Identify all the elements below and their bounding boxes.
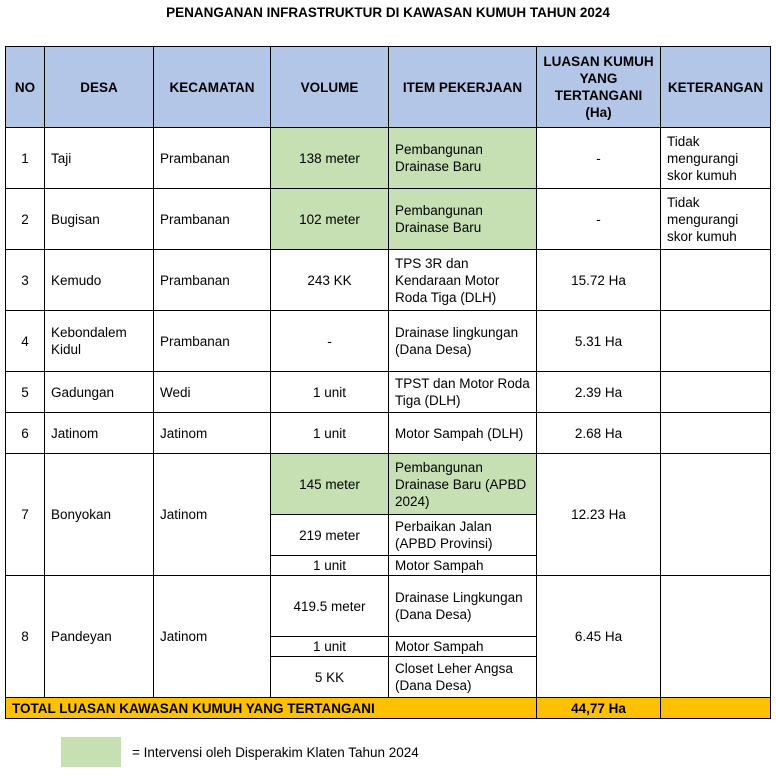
cell-keterangan: [661, 311, 771, 372]
table-row: [6, 372, 771, 413]
header-item-pekerjaan: ITEM PEKERJAAN: [389, 47, 537, 128]
cell-item: Perbaikan Jalan (APBD Provinsi): [389, 515, 537, 556]
cell-item: Closet Leher Angsa (Dana Desa): [389, 657, 537, 698]
cell-luasan: 6.45 Ha: [537, 576, 661, 698]
table-row: [6, 576, 771, 637]
cell-no: 6: [6, 413, 45, 454]
cell-desa: Taji: [45, 128, 154, 189]
cell-luasan: -: [537, 128, 661, 189]
table-row: [6, 311, 771, 372]
table-row: [6, 413, 771, 454]
document-title: PENANGANAN INFRASTRUKTUR DI KAWASAN KUMUH TAHUN 2024: [166, 5, 610, 20]
cell-volume: -: [271, 311, 389, 372]
header-keterangan: KETERANGAN: [661, 47, 771, 128]
legend-text: = Intervensi oleh Disperakim Klaten Tahun 2024: [132, 745, 419, 760]
cell-kecamatan: Jatinom: [154, 454, 271, 576]
cell-luasan: 15.72 Ha: [537, 250, 661, 311]
total-keterangan: [661, 698, 771, 719]
cell-desa: Pandeyan: [45, 576, 154, 698]
cell-volume: 145 meter: [271, 454, 389, 515]
table-row: [6, 128, 771, 189]
cell-kecamatan: Prambanan: [154, 128, 271, 189]
cell-item: Motor Sampah (DLH): [389, 413, 537, 454]
cell-item: Drainase Lingkungan (Dana Desa): [389, 576, 537, 637]
total-value: 44,77 Ha: [537, 698, 661, 719]
header-desa: DESA: [45, 47, 154, 128]
cell-item: Pembangunan Drainase Baru: [389, 189, 537, 250]
infrastructure-table: [5, 46, 771, 719]
cell-kecamatan: Prambanan: [154, 250, 271, 311]
header-volume: VOLUME: [271, 47, 389, 128]
header-no: NO: [6, 47, 45, 128]
cell-kecamatan: Prambanan: [154, 189, 271, 250]
cell-item: TPS 3R dan Kendaraan Motor Roda Tiga (DLH): [389, 250, 537, 311]
total-row: [6, 698, 771, 719]
cell-volume: 102 meter: [271, 189, 389, 250]
cell-item: Pembangunan Drainase Baru: [389, 128, 537, 189]
cell-no: 1: [6, 128, 45, 189]
cell-volume: 1 unit: [271, 372, 389, 413]
cell-item: Drainase lingkungan (Dana Desa): [389, 311, 537, 372]
cell-luasan: 2.68 Ha: [537, 413, 661, 454]
cell-no: 8: [6, 576, 45, 698]
cell-kecamatan: Jatinom: [154, 576, 271, 698]
cell-luasan: 12.23 Ha: [537, 454, 661, 576]
cell-volume: 243 KK: [271, 250, 389, 311]
cell-volume: 1 unit: [271, 413, 389, 454]
cell-keterangan: [661, 250, 771, 311]
cell-desa: Kebondalem Kidul: [45, 311, 154, 372]
cell-volume: 419.5 meter: [271, 576, 389, 637]
cell-item: Pembangunan Drainase Baru (APBD 2024): [389, 454, 537, 515]
cell-no: 2: [6, 189, 45, 250]
cell-item: Motor Sampah: [389, 556, 537, 576]
cell-item: TPST dan Motor Roda Tiga (DLH): [389, 372, 537, 413]
total-label: TOTAL LUASAN KAWASAN KUMUH YANG TERTANGANI: [6, 698, 537, 719]
header-kecamatan: KECAMATAN: [154, 47, 271, 128]
cell-keterangan: [661, 372, 771, 413]
cell-luasan: -: [537, 189, 661, 250]
cell-kecamatan: Wedi: [154, 372, 271, 413]
cell-luasan: 2.39 Ha: [537, 372, 661, 413]
table-row: [6, 250, 771, 311]
cell-item: Motor Sampah: [389, 637, 537, 657]
cell-desa: Jatinom: [45, 413, 154, 454]
cell-no: 3: [6, 250, 45, 311]
cell-desa: Bugisan: [45, 189, 154, 250]
cell-volume: 1 unit: [271, 637, 389, 657]
cell-volume: 1 unit: [271, 556, 389, 576]
cell-luasan: 5.31 Ha: [537, 311, 661, 372]
cell-keterangan: Tidak mengurangi skor kumuh: [661, 128, 771, 189]
cell-keterangan: [661, 454, 771, 576]
table-header-row: [6, 47, 771, 128]
cell-no: 5: [6, 372, 45, 413]
cell-desa: Bonyokan: [45, 454, 154, 576]
table-row: [6, 454, 771, 515]
table-row: [6, 189, 771, 250]
cell-kecamatan: Jatinom: [154, 413, 271, 454]
cell-kecamatan: Prambanan: [154, 311, 271, 372]
cell-keterangan: [661, 576, 771, 698]
header-luasan: LUASAN KUMUH YANG TERTANGANI (Ha): [537, 47, 661, 128]
cell-no: 4: [6, 311, 45, 372]
cell-volume: 5 KK: [271, 657, 389, 698]
cell-keterangan: Tidak mengurangi skor kumuh: [661, 189, 771, 250]
cell-desa: Gadungan: [45, 372, 154, 413]
cell-desa: Kemudo: [45, 250, 154, 311]
legend-swatch: [61, 737, 121, 767]
cell-no: 7: [6, 454, 45, 576]
cell-volume: 219 meter: [271, 515, 389, 556]
cell-keterangan: [661, 413, 771, 454]
cell-volume: 138 meter: [271, 128, 389, 189]
